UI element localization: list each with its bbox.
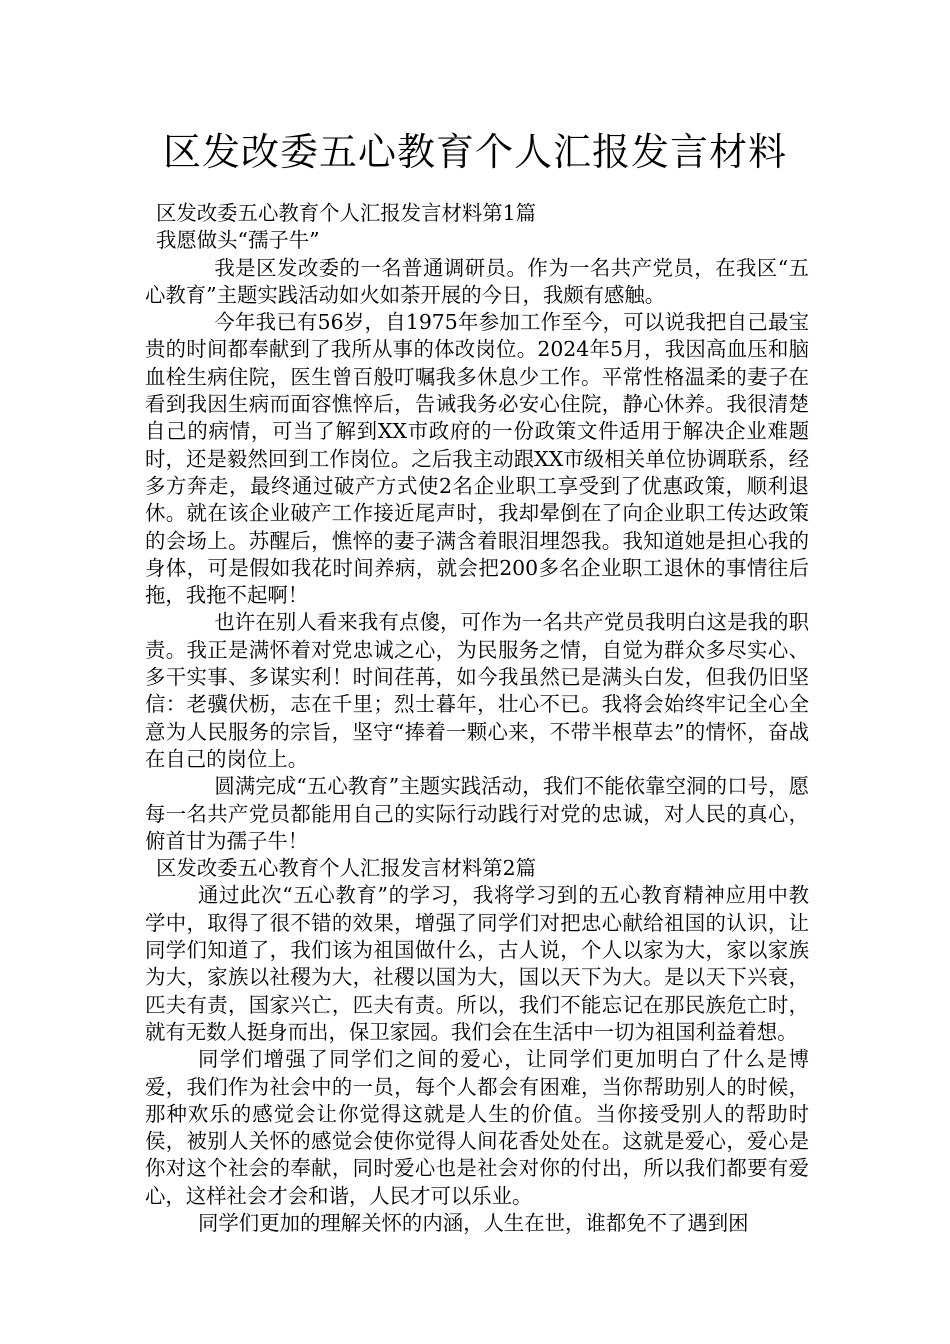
section-1-subtitle: 我愿做头“孺子牛” xyxy=(156,228,320,253)
paragraph: 也许在别人看来我有点傻，可作为一名共产党员我明白这是我的职责。我正是满怀着对党忠诚之心，为民服务之情，自觉为群众多尽实心、多干实事、多谋实利！时间荏苒，如今我虽然已是满头白发，但我仍旧坚信：老骥伏枥，志在千里；烈士暮年，壮心不已。我将会始终牢记全心全意为人民服务的宗旨，坚守“捧着一颗心来，不带半根草去”的情怀，奋战在自己的岗位上。 xyxy=(145,610,809,771)
paragraph: 通过此次“五心教育”的学习，我将学习到的五心教育精神应用中教学中，取得了很不错的效果，增强了同学们对把忠心献给祖国的认识，让同学们知道了，我们该为祖国做什么，古人说，个人以家为大，家以家族为大，家族以社稷为大，社稷以国为大，国以天下为大。是以天下兴衰，匹夫有责，国家兴亡，匹夫有责。所以，我们不能忘记在那民族危亡时，就有无数人挺身而出，保卫家园。我们会在生活中一切为祖国利益着想。 xyxy=(145,883,809,1044)
paragraph: 我是区发改委的一名普通调研员。作为一名共产党员，在我区“五心教育”主题实践活动如火如荼开展的今日，我颇有感触。 xyxy=(145,255,809,307)
document-title: 区发改委五心教育个人汇报发言材料 xyxy=(162,130,787,174)
section-2-heading: 区发改委五心教育个人汇报发言材料第2篇 xyxy=(156,856,537,881)
paragraph: 圆满完成“五心教育”主题实践活动，我们不能依靠空洞的口号，愿每一名共产党员都能用自己的实际行动践行对党的忠诚，对人民的真心，俯首甘为孺子牛！ xyxy=(145,774,809,853)
paragraph: 同学们增强了同学们之间的爱心，让同学们更加明白了什么是博爱，我们作为社会中的一员，每个人都会有困难，当你帮助别人的时候，那种欢乐的感觉会让你觉得这就是人生的价值。当你接受别人的帮助时侯，被别人关怀的感觉会使你觉得人间花香处处在。这就是爱心，爱心是你对这个社会的奉献，同时爱心也是社会对你的付出，所以我们都要有爱心，这样社会才会和谐，人民才可以乐业。 xyxy=(145,1047,809,1208)
paragraph: 同学们更加的理解关怀的内涵，人生在世，谁都免不了遇到困 xyxy=(198,1210,749,1235)
document-body xyxy=(145,200,809,1237)
section-1-heading: 区发改委五心教育个人汇报发言材料第1篇 xyxy=(156,201,537,225)
paragraph: 今年我已有56岁，自1975年参加工作至今，可以说我把自己最宝贵的时间都奉献到了我所从事的体改岗位。2024年5月，我因高血压和脑血栓生病住院，医生曾百般叮嘱我多休息少工作。平常性格温柔的妻子在看到我因生病而面容憔悴后，告诫我务必安心住院，静心休养。我很清楚自己的病情，可当了解到XX市政府的一份政策文件适用于解决企业难题时，还是毅然回到工作岗位。之后我主动跟XX市级相关单位协调联系，经多方奔走，最终通过破产方式使2名企业职工享受到了优惠政策，顺利退休。就在该企业破产工作接近尾声时，我却晕倒在了向企业职工传达政策的会场上。苏醒后，憔悴的妻子满含着眼泪埋怨我。我知道她是担心我的身体，可是假如我花时间养病，就会把200多名企业职工退休的事情往后拖，我拖不起啊！ xyxy=(145,310,809,608)
